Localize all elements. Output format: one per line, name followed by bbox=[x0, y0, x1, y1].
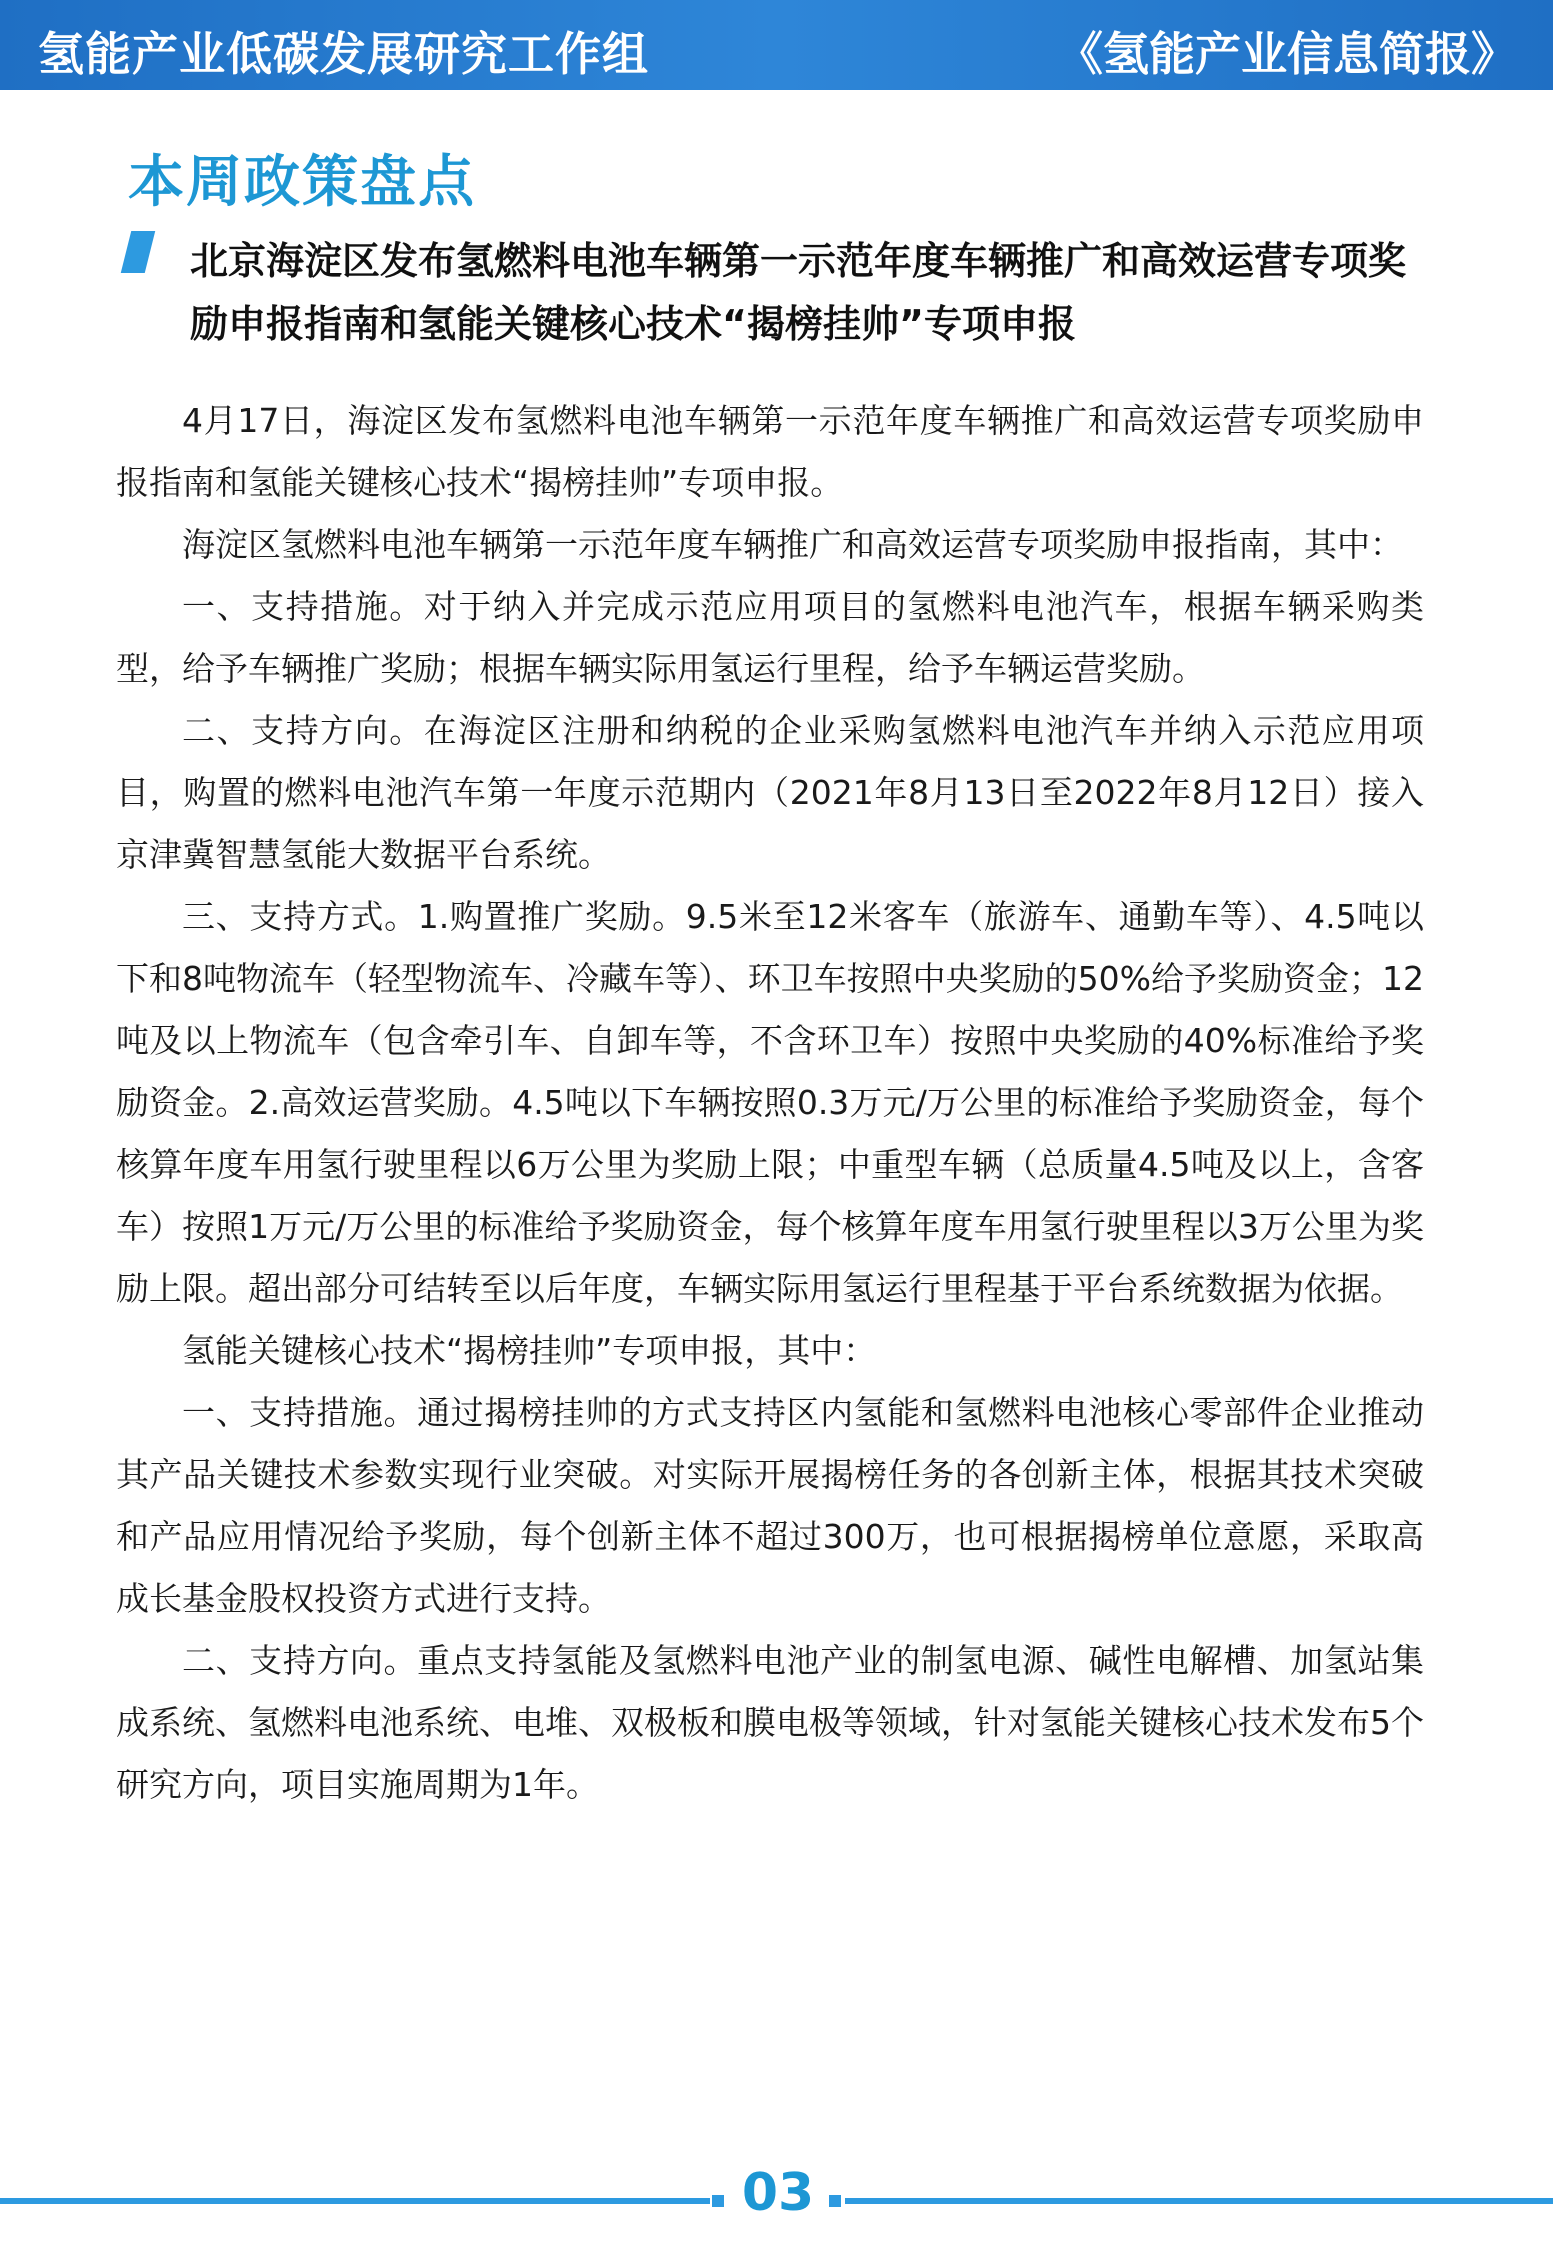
article-paragraph: 一、支持措施。通过揭榜挂帅的方式支持区内氢能和氢燃料电池核心零部件企业推动其产品关键技术参数实现行业突破。对实际开展揭榜任务的各创新主体，根据其技术突破和产品应用情况给予奖励，每个创新主体不超过300万，也可根据揭榜单位意愿，采取高成长基金股权投资方式进行支持。 bbox=[116, 1393, 1424, 1618]
header-org-name: 氢能产业低碳发展研究工作组 bbox=[38, 27, 649, 81]
article-paragraph: 一、支持措施。对于纳入并完成示范应用项目的氢燃料电池汽车，根据车辆采购类型，给予车辆推广奖励；根据车辆实际用氢运行里程，给予车辆运营奖励。 bbox=[116, 587, 1424, 688]
article-body bbox=[116, 390, 1424, 1816]
page-number: 03 bbox=[741, 2163, 815, 2223]
footer-rule-right bbox=[845, 2198, 1553, 2204]
article-marker-icon bbox=[121, 231, 155, 273]
article-paragraph: 海淀区氢燃料电池车辆第一示范年度车辆推广和高效运营专项奖励申报指南，其中： bbox=[182, 525, 1403, 564]
header-publication-title: 《氢能产业信息简报》 bbox=[1057, 27, 1517, 81]
section-title: 本周政策盘点 bbox=[128, 150, 476, 215]
article-paragraph: 4月17日，海淀区发布氢燃料电池车辆第一示范年度车辆推广和高效运营专项奖励申报指南和氢能关键核心技术“揭榜挂帅”专项申报。 bbox=[116, 401, 1424, 502]
article-paragraph: 二、支持方向。重点支持氢能及氢燃料电池产业的制氢电源、碱性电解槽、加氢站集成系统、氢燃料电池系统、电堆、双极板和膜电极等领域，针对氢能关键核心技术发布5个研究方向，项目实施周期为1年。 bbox=[116, 1641, 1424, 1804]
article-paragraph: 三、支持方式。1.购置推广奖励。9.5米至12米客车（旅游车、通勤车等）、4.5吨以下和8吨物流车（轻型物流车、冷藏车等）、环卫车按照中央奖励的50%给予奖励资金；12吨及以上物流车（包含牵引车、自卸车等，不含环卫车）按照中央奖励的40%标准给予奖励资金。2.高效运营奖励。4.5吨以下车辆按照0.3万元/万公里的标准给予奖励资金，每个核算年度车用氢行驶里程以6万公里为奖励上限；中重型车辆（总质量4.5吨及以上，含客车）按照1万元/万公里的标准给予奖励资金，每个核算年度车用氢行驶里程以3万公里为奖励上限。超出部分可结转至以后年度，车辆实际用氢运行里程基于平台系统数据为依据。 bbox=[116, 897, 1424, 1308]
page-header bbox=[0, 0, 1553, 90]
article-paragraph: 氢能关键核心技术“揭榜挂帅”专项申报，其中： bbox=[182, 1331, 877, 1370]
footer-square-right bbox=[829, 2195, 841, 2207]
article-paragraph: 二、支持方向。在海淀区注册和纳税的企业采购氢燃料电池汽车并纳入示范应用项目，购置的燃料电池汽车第一年度示范期内（2021年8月13日至2022年8月12日）接入京津冀智慧氢能大数据平台系统。 bbox=[116, 711, 1424, 874]
footer-square-left bbox=[712, 2195, 724, 2207]
article-title: 北京海淀区发布氢燃料电池车辆第一示范年度车辆推广和高效运营专项奖励申报指南和氢能关键核心技术“揭榜挂帅”专项申报 bbox=[190, 239, 1407, 346]
footer-rule-left bbox=[0, 2198, 710, 2204]
